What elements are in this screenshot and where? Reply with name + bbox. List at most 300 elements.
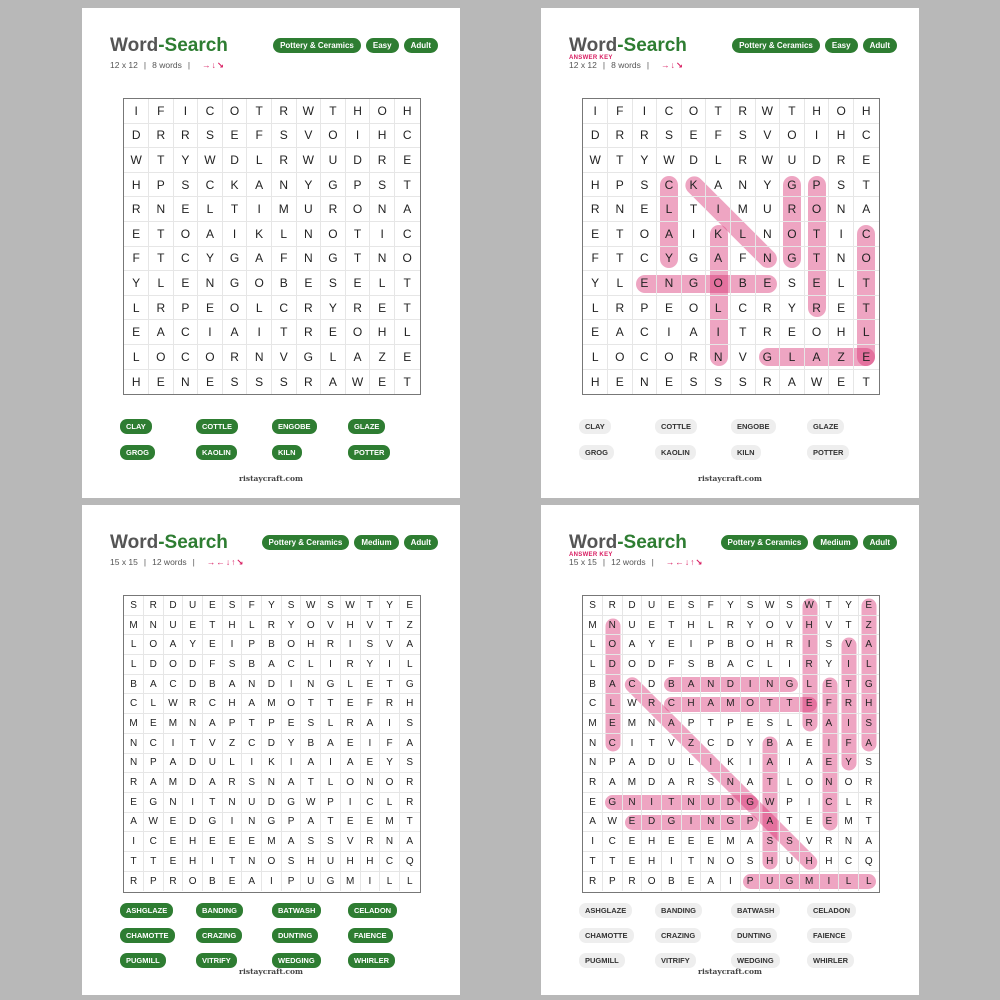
- grid-cell[interactable]: A: [780, 734, 800, 754]
- grid-cell[interactable]: P: [144, 872, 164, 892]
- grid-cell[interactable]: R: [608, 296, 633, 321]
- grid-cell[interactable]: O: [741, 635, 761, 655]
- grid-cell[interactable]: I: [583, 832, 603, 852]
- grid-cell[interactable]: C: [583, 694, 603, 714]
- grid-cell[interactable]: A: [859, 635, 879, 655]
- grid-cell[interactable]: S: [223, 370, 248, 395]
- grid-cell[interactable]: Y: [839, 754, 859, 774]
- grid-cell[interactable]: T: [820, 596, 840, 616]
- grid-cell[interactable]: I: [203, 852, 223, 872]
- grid-cell[interactable]: F: [839, 734, 859, 754]
- grid-cell[interactable]: O: [183, 872, 203, 892]
- grid-cell[interactable]: L: [780, 773, 800, 793]
- grid-cell[interactable]: N: [144, 616, 164, 636]
- grid-cell[interactable]: N: [701, 675, 721, 695]
- grid-cell[interactable]: A: [149, 320, 174, 345]
- grid-cell[interactable]: T: [346, 247, 371, 272]
- grid-cell[interactable]: A: [657, 222, 682, 247]
- grid-cell[interactable]: S: [198, 124, 223, 149]
- grid-cell[interactable]: P: [721, 714, 741, 734]
- grid-cell[interactable]: I: [657, 320, 682, 345]
- grid-cell[interactable]: C: [701, 734, 721, 754]
- grid-cell[interactable]: C: [203, 694, 223, 714]
- grid-cell[interactable]: G: [682, 247, 707, 272]
- grid-cell[interactable]: W: [198, 148, 223, 173]
- grid-cell[interactable]: I: [341, 635, 361, 655]
- grid-cell[interactable]: R: [721, 616, 741, 636]
- grid-cell[interactable]: O: [760, 616, 780, 636]
- grid-cell[interactable]: L: [760, 655, 780, 675]
- grid-cell[interactable]: E: [321, 320, 346, 345]
- grid-cell[interactable]: H: [183, 832, 203, 852]
- grid-cell[interactable]: I: [633, 99, 658, 124]
- grid-cell[interactable]: R: [756, 370, 781, 395]
- grid-cell[interactable]: S: [780, 832, 800, 852]
- grid-cell[interactable]: A: [361, 714, 381, 734]
- grid-cell[interactable]: R: [346, 296, 371, 321]
- grid-cell[interactable]: W: [164, 694, 184, 714]
- grid-cell[interactable]: D: [721, 675, 741, 695]
- grid-cell[interactable]: L: [400, 655, 420, 675]
- grid-cell[interactable]: M: [124, 616, 144, 636]
- grid-cell[interactable]: P: [223, 714, 243, 734]
- grid-cell[interactable]: C: [164, 675, 184, 695]
- grid-cell[interactable]: D: [124, 124, 149, 149]
- grid-cell[interactable]: D: [262, 675, 282, 695]
- grid-cell[interactable]: S: [400, 754, 420, 774]
- grid-cell[interactable]: C: [198, 99, 223, 124]
- grid-cell[interactable]: S: [760, 714, 780, 734]
- grid-cell[interactable]: T: [346, 222, 371, 247]
- grid-cell[interactable]: T: [839, 616, 859, 636]
- grid-cell[interactable]: M: [731, 197, 756, 222]
- grid-cell[interactable]: G: [321, 675, 341, 695]
- grid-cell[interactable]: T: [301, 694, 321, 714]
- grid-cell[interactable]: C: [741, 655, 761, 675]
- grid-cell[interactable]: C: [144, 734, 164, 754]
- grid-cell[interactable]: T: [144, 852, 164, 872]
- grid-cell[interactable]: G: [780, 173, 805, 198]
- grid-cell[interactable]: A: [741, 832, 761, 852]
- grid-cell[interactable]: I: [839, 714, 859, 734]
- grid-cell[interactable]: E: [859, 596, 879, 616]
- grid-cell[interactable]: B: [760, 734, 780, 754]
- grid-cell[interactable]: F: [124, 247, 149, 272]
- grid-cell[interactable]: E: [854, 148, 879, 173]
- grid-cell[interactable]: E: [346, 271, 371, 296]
- grid-cell[interactable]: A: [721, 655, 741, 675]
- grid-cell[interactable]: K: [721, 754, 741, 774]
- grid-cell[interactable]: G: [262, 813, 282, 833]
- grid-cell[interactable]: A: [282, 832, 302, 852]
- grid-cell[interactable]: Y: [262, 596, 282, 616]
- grid-cell[interactable]: I: [380, 655, 400, 675]
- grid-cell[interactable]: R: [149, 296, 174, 321]
- grid-cell[interactable]: I: [242, 754, 262, 774]
- grid-cell[interactable]: G: [400, 675, 420, 695]
- grid-cell[interactable]: A: [820, 714, 840, 734]
- grid-cell[interactable]: D: [721, 734, 741, 754]
- grid-cell[interactable]: I: [361, 734, 381, 754]
- grid-cell[interactable]: N: [242, 813, 262, 833]
- grid-cell[interactable]: T: [805, 247, 830, 272]
- grid-cell[interactable]: C: [395, 222, 420, 247]
- grid-cell[interactable]: E: [800, 813, 820, 833]
- grid-cell[interactable]: I: [800, 635, 820, 655]
- grid-cell[interactable]: G: [603, 793, 623, 813]
- grid-cell[interactable]: V: [780, 616, 800, 636]
- grid-cell[interactable]: E: [662, 832, 682, 852]
- grid-cell[interactable]: O: [682, 296, 707, 321]
- grid-cell[interactable]: P: [608, 173, 633, 198]
- grid-cell[interactable]: U: [701, 793, 721, 813]
- grid-cell[interactable]: T: [223, 852, 243, 872]
- grid-cell[interactable]: T: [124, 852, 144, 872]
- grid-cell[interactable]: F: [706, 124, 731, 149]
- grid-cell[interactable]: S: [731, 370, 756, 395]
- grid-cell[interactable]: S: [741, 852, 761, 872]
- grid-cell[interactable]: H: [341, 852, 361, 872]
- grid-cell[interactable]: O: [346, 197, 371, 222]
- grid-cell[interactable]: V: [756, 124, 781, 149]
- grid-cell[interactable]: E: [657, 370, 682, 395]
- grid-cell[interactable]: O: [633, 222, 658, 247]
- grid-cell[interactable]: A: [859, 832, 879, 852]
- grid-cell[interactable]: Y: [741, 616, 761, 636]
- grid-cell[interactable]: G: [780, 675, 800, 695]
- grid-cell[interactable]: C: [174, 320, 199, 345]
- grid-cell[interactable]: O: [805, 197, 830, 222]
- grid-cell[interactable]: H: [760, 635, 780, 655]
- grid-cell[interactable]: Z: [829, 345, 854, 370]
- grid-cell[interactable]: W: [124, 148, 149, 173]
- grid-cell[interactable]: P: [242, 635, 262, 655]
- grid-cell[interactable]: L: [829, 271, 854, 296]
- grid-cell[interactable]: C: [603, 832, 623, 852]
- grid-cell[interactable]: W: [297, 99, 322, 124]
- grid-cell[interactable]: P: [633, 296, 658, 321]
- grid-cell[interactable]: E: [164, 832, 184, 852]
- grid-cell[interactable]: N: [603, 616, 623, 636]
- grid-cell[interactable]: H: [829, 124, 854, 149]
- grid-cell[interactable]: O: [346, 320, 371, 345]
- grid-cell[interactable]: R: [380, 694, 400, 714]
- grid-cell[interactable]: G: [741, 793, 761, 813]
- grid-cell[interactable]: E: [623, 832, 643, 852]
- grid-cell[interactable]: A: [223, 675, 243, 695]
- grid-cell[interactable]: E: [608, 370, 633, 395]
- grid-cell[interactable]: L: [701, 616, 721, 636]
- grid-cell[interactable]: Y: [741, 734, 761, 754]
- grid-cell[interactable]: C: [731, 296, 756, 321]
- grid-cell[interactable]: N: [756, 247, 781, 272]
- grid-cell[interactable]: U: [623, 616, 643, 636]
- grid-cell[interactable]: W: [760, 596, 780, 616]
- grid-cell[interactable]: A: [400, 635, 420, 655]
- grid-cell[interactable]: F: [203, 655, 223, 675]
- grid-cell[interactable]: N: [583, 734, 603, 754]
- grid-cell[interactable]: O: [780, 124, 805, 149]
- grid-cell[interactable]: I: [124, 832, 144, 852]
- grid-cell[interactable]: Z: [223, 734, 243, 754]
- grid-cell[interactable]: I: [124, 99, 149, 124]
- grid-cell[interactable]: F: [247, 124, 272, 149]
- grid-cell[interactable]: N: [756, 222, 781, 247]
- grid-cell[interactable]: H: [829, 320, 854, 345]
- grid-cell[interactable]: O: [603, 635, 623, 655]
- grid-cell[interactable]: R: [370, 148, 395, 173]
- grid-cell[interactable]: I: [583, 99, 608, 124]
- grid-cell[interactable]: T: [662, 793, 682, 813]
- grid-cell[interactable]: K: [223, 173, 248, 198]
- grid-cell[interactable]: N: [272, 173, 297, 198]
- grid-cell[interactable]: E: [805, 271, 830, 296]
- grid-cell[interactable]: V: [203, 734, 223, 754]
- grid-cell[interactable]: A: [242, 872, 262, 892]
- grid-cell[interactable]: O: [247, 271, 272, 296]
- grid-cell[interactable]: N: [164, 793, 184, 813]
- grid-cell[interactable]: T: [149, 247, 174, 272]
- grid-cell[interactable]: T: [380, 675, 400, 695]
- grid-cell[interactable]: H: [805, 99, 830, 124]
- grid-cell[interactable]: M: [800, 872, 820, 892]
- grid-cell[interactable]: D: [183, 655, 203, 675]
- grid-cell[interactable]: S: [780, 271, 805, 296]
- grid-cell[interactable]: H: [854, 99, 879, 124]
- grid-cell[interactable]: A: [144, 773, 164, 793]
- grid-cell[interactable]: P: [282, 872, 302, 892]
- grid-cell[interactable]: R: [164, 872, 184, 892]
- grid-cell[interactable]: T: [400, 813, 420, 833]
- grid-cell[interactable]: N: [721, 773, 741, 793]
- grid-cell[interactable]: E: [741, 714, 761, 734]
- grid-cell[interactable]: D: [642, 813, 662, 833]
- grid-cell[interactable]: E: [223, 124, 248, 149]
- grid-cell[interactable]: E: [780, 320, 805, 345]
- grid-cell[interactable]: O: [721, 852, 741, 872]
- grid-cell[interactable]: S: [282, 596, 302, 616]
- grid-cell[interactable]: V: [380, 635, 400, 655]
- grid-cell[interactable]: N: [242, 675, 262, 695]
- grid-cell[interactable]: L: [223, 754, 243, 774]
- grid-cell[interactable]: E: [800, 734, 820, 754]
- grid-cell[interactable]: A: [321, 370, 346, 395]
- grid-cell[interactable]: G: [721, 813, 741, 833]
- grid-cell[interactable]: N: [633, 370, 658, 395]
- grid-cell[interactable]: L: [124, 635, 144, 655]
- grid-cell[interactable]: E: [662, 635, 682, 655]
- grid-cell[interactable]: L: [682, 754, 702, 774]
- grid-cell[interactable]: C: [623, 675, 643, 695]
- grid-cell[interactable]: C: [662, 694, 682, 714]
- grid-cell[interactable]: I: [282, 754, 302, 774]
- grid-cell[interactable]: L: [242, 616, 262, 636]
- grid-cell[interactable]: E: [297, 271, 322, 296]
- grid-cell[interactable]: W: [623, 694, 643, 714]
- grid-cell[interactable]: R: [297, 370, 322, 395]
- grid-cell[interactable]: A: [805, 345, 830, 370]
- grid-cell[interactable]: I: [829, 222, 854, 247]
- grid-cell[interactable]: E: [756, 271, 781, 296]
- grid-cell[interactable]: D: [262, 793, 282, 813]
- grid-cell[interactable]: T: [760, 694, 780, 714]
- grid-cell[interactable]: N: [370, 247, 395, 272]
- grid-cell[interactable]: H: [183, 852, 203, 872]
- grid-cell[interactable]: T: [608, 247, 633, 272]
- grid-cell[interactable]: W: [756, 148, 781, 173]
- grid-cell[interactable]: E: [282, 714, 302, 734]
- grid-cell[interactable]: E: [341, 813, 361, 833]
- grid-cell[interactable]: A: [321, 734, 341, 754]
- grid-cell[interactable]: I: [262, 872, 282, 892]
- grid-cell[interactable]: R: [780, 635, 800, 655]
- grid-cell[interactable]: E: [203, 596, 223, 616]
- grid-cell[interactable]: A: [760, 813, 780, 833]
- grid-cell[interactable]: I: [361, 872, 381, 892]
- grid-cell[interactable]: A: [608, 320, 633, 345]
- grid-cell[interactable]: A: [203, 773, 223, 793]
- grid-cell[interactable]: R: [272, 148, 297, 173]
- grid-cell[interactable]: Y: [183, 635, 203, 655]
- grid-cell[interactable]: N: [760, 675, 780, 695]
- grid-cell[interactable]: W: [760, 793, 780, 813]
- grid-cell[interactable]: O: [149, 345, 174, 370]
- grid-cell[interactable]: E: [198, 296, 223, 321]
- grid-cell[interactable]: H: [583, 370, 608, 395]
- grid-cell[interactable]: R: [633, 124, 658, 149]
- grid-cell[interactable]: T: [731, 320, 756, 345]
- grid-cell[interactable]: G: [203, 813, 223, 833]
- grid-cell[interactable]: T: [403, 374, 411, 389]
- grid-cell[interactable]: S: [583, 596, 603, 616]
- grid-cell[interactable]: T: [701, 714, 721, 734]
- grid-cell[interactable]: R: [829, 148, 854, 173]
- grid-cell[interactable]: R: [321, 197, 346, 222]
- grid-cell[interactable]: Y: [297, 173, 322, 198]
- grid-cell[interactable]: E: [642, 616, 662, 636]
- grid-cell[interactable]: N: [124, 734, 144, 754]
- grid-cell[interactable]: I: [820, 734, 840, 754]
- grid-cell[interactable]: L: [301, 655, 321, 675]
- grid-cell[interactable]: E: [370, 296, 395, 321]
- grid-cell[interactable]: R: [223, 345, 248, 370]
- grid-cell[interactable]: P: [701, 635, 721, 655]
- grid-cell[interactable]: E: [164, 852, 184, 872]
- grid-cell[interactable]: O: [608, 345, 633, 370]
- grid-cell[interactable]: T: [608, 148, 633, 173]
- grid-cell[interactable]: B: [203, 872, 223, 892]
- grid-cell[interactable]: W: [341, 596, 361, 616]
- grid-cell[interactable]: F: [608, 99, 633, 124]
- grid-cell[interactable]: O: [839, 773, 859, 793]
- grid-cell[interactable]: O: [223, 99, 248, 124]
- grid-cell[interactable]: S: [829, 173, 854, 198]
- grid-cell[interactable]: Y: [756, 173, 781, 198]
- grid-cell[interactable]: G: [223, 271, 248, 296]
- grid-cell[interactable]: A: [247, 247, 272, 272]
- grid-cell[interactable]: T: [321, 694, 341, 714]
- grid-cell[interactable]: Y: [321, 296, 346, 321]
- grid-cell[interactable]: S: [247, 370, 272, 395]
- grid-cell[interactable]: N: [839, 832, 859, 852]
- grid-cell[interactable]: Y: [380, 754, 400, 774]
- grid-cell[interactable]: L: [859, 655, 879, 675]
- grid-cell[interactable]: L: [839, 872, 859, 892]
- grid-cell[interactable]: A: [854, 197, 879, 222]
- grid-cell[interactable]: T: [223, 197, 248, 222]
- grid-cell[interactable]: F: [583, 247, 608, 272]
- grid-cell[interactable]: E: [164, 813, 184, 833]
- grid-cell[interactable]: C: [854, 124, 879, 149]
- grid-cell[interactable]: P: [144, 754, 164, 774]
- grid-cell[interactable]: E: [124, 222, 149, 247]
- grid-cell[interactable]: P: [603, 872, 623, 892]
- grid-cell[interactable]: A: [400, 734, 420, 754]
- grid-cell[interactable]: U: [321, 852, 341, 872]
- grid-cell[interactable]: E: [203, 832, 223, 852]
- grid-cell[interactable]: K: [706, 222, 731, 247]
- grid-cell[interactable]: A: [247, 173, 272, 198]
- grid-cell[interactable]: A: [701, 694, 721, 714]
- grid-cell[interactable]: C: [361, 793, 381, 813]
- grid-cell[interactable]: P: [262, 714, 282, 734]
- grid-cell[interactable]: I: [820, 872, 840, 892]
- grid-cell[interactable]: W: [144, 813, 164, 833]
- grid-cell[interactable]: G: [756, 345, 781, 370]
- grid-cell[interactable]: E: [583, 793, 603, 813]
- grid-cell[interactable]: D: [583, 124, 608, 149]
- grid-cell[interactable]: B: [583, 675, 603, 695]
- grid-cell[interactable]: S: [731, 124, 756, 149]
- grid-cell[interactable]: R: [583, 872, 603, 892]
- grid-cell[interactable]: G: [297, 345, 322, 370]
- grid-cell[interactable]: A: [341, 754, 361, 774]
- grid-cell[interactable]: S: [282, 852, 302, 872]
- grid-cell[interactable]: S: [361, 635, 381, 655]
- grid-cell[interactable]: W: [800, 596, 820, 616]
- grid-cell[interactable]: H: [361, 852, 381, 872]
- grid-cell[interactable]: N: [682, 793, 702, 813]
- grid-cell[interactable]: B: [721, 635, 741, 655]
- grid-cell[interactable]: L: [583, 635, 603, 655]
- grid-cell[interactable]: N: [198, 271, 223, 296]
- grid-cell[interactable]: H: [370, 124, 395, 149]
- grid-cell[interactable]: W: [756, 99, 781, 124]
- grid-cell[interactable]: C: [174, 247, 199, 272]
- grid-cell[interactable]: H: [395, 99, 420, 124]
- grid-cell[interactable]: I: [247, 197, 272, 222]
- grid-cell[interactable]: C: [242, 734, 262, 754]
- grid-cell[interactable]: O: [706, 271, 731, 296]
- grid-cell[interactable]: L: [380, 872, 400, 892]
- grid-cell[interactable]: T: [583, 852, 603, 872]
- grid-cell[interactable]: A: [262, 655, 282, 675]
- grid-cell[interactable]: R: [144, 596, 164, 616]
- grid-cell[interactable]: Z: [859, 616, 879, 636]
- grid-cell[interactable]: H: [682, 694, 702, 714]
- grid-cell[interactable]: I: [223, 813, 243, 833]
- grid-cell[interactable]: F: [731, 247, 756, 272]
- grid-cell[interactable]: U: [203, 754, 223, 774]
- grid-cell[interactable]: A: [623, 754, 643, 774]
- grid-cell[interactable]: L: [731, 222, 756, 247]
- grid-cell[interactable]: S: [780, 596, 800, 616]
- grid-cell[interactable]: M: [583, 714, 603, 734]
- grid-cell[interactable]: N: [262, 773, 282, 793]
- grid-cell[interactable]: A: [198, 222, 223, 247]
- grid-cell[interactable]: N: [829, 247, 854, 272]
- grid-cell[interactable]: R: [603, 596, 623, 616]
